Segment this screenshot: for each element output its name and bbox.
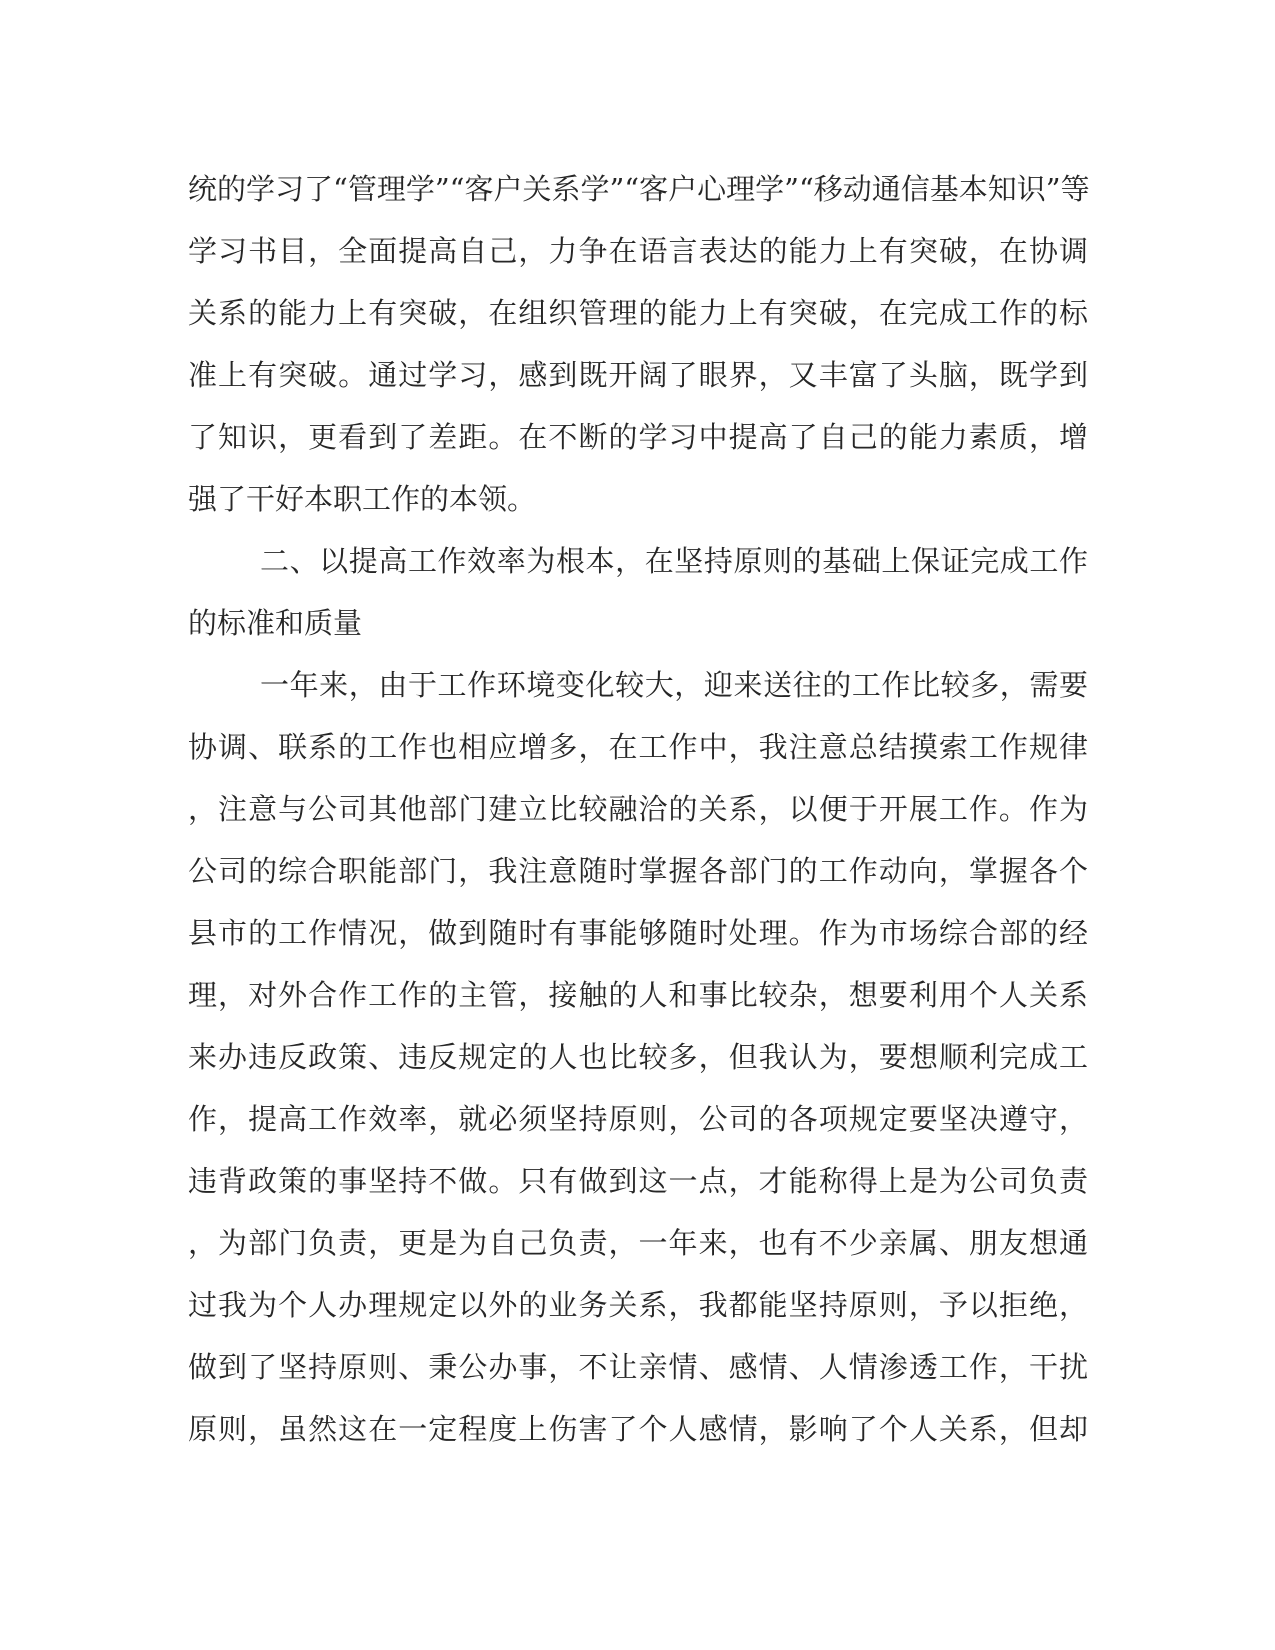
text-line: 原则，虽然这在一定程度上伤害了个人感情，影响了个人关系，但却 (188, 1412, 1088, 1446)
text-line: 强了干好本职工作的本领。 (188, 482, 537, 516)
text-line: 公司的综合职能部门，我注意随时掌握各部门的工作动向，掌握各个 (188, 854, 1088, 888)
text-line: 关系的能力上有突破，在组织管理的能力上有突破，在完成工作的标 (188, 296, 1088, 330)
text-line: ，为部门负责，更是为自己负责，一年来，也有不少亲属、朋友想通 (188, 1226, 1088, 1260)
text-line: 准上有突破。通过学习，感到既开阔了眼界，又丰富了头脑，既学到 (188, 358, 1088, 392)
text-line: 过我为个人办理规定以外的业务关系，我都能坚持原则，予以拒绝， (188, 1288, 1088, 1322)
text-line: 统的学习了“管理学”“客户关系学”“客户心理学”“移动通信基本知识”等 (188, 172, 1090, 206)
text-line: ，注意与公司其他部门建立比较融洽的关系，以便于开展工作。作为 (188, 792, 1088, 826)
section-heading-line: 二、以提高工作效率为根本，在坚持原则的基础上保证完成工作 (260, 544, 1088, 578)
text-line: 学习书目，全面提高自己，力争在语言表达的能力上有突破，在协调 (188, 234, 1088, 268)
text-line: 做到了坚持原则、秉公办事，不让亲情、感情、人情渗透工作，干扰 (188, 1350, 1088, 1384)
text-line: 作，提高工作效率，就必须坚持原则，公司的各项规定要坚决遵守， (188, 1102, 1088, 1136)
section-heading-line: 的标准和质量 (188, 606, 363, 640)
text-line: 协调、联系的工作也相应增多，在工作中，我注意总结摸索工作规律 (188, 730, 1088, 764)
text-line: 了知识，更看到了差距。在不断的学习中提高了自己的能力素质，增 (188, 420, 1088, 454)
text-line: 违背政策的事坚持不做。只有做到这一点，才能称得上是为公司负责 (188, 1164, 1088, 1198)
text-line: 县市的工作情况，做到随时有事能够随时处理。作为市场综合部的经 (188, 916, 1088, 950)
text-line: 来办违反政策、违反规定的人也比较多，但我认为，要想顺利完成工 (188, 1040, 1088, 1074)
text-line: 一年来，由于工作环境变化较大，迎来送往的工作比较多，需要 (260, 668, 1088, 702)
text-line: 理，对外合作工作的主管，接触的人和事比较杂，想要利用个人关系 (188, 978, 1088, 1012)
document-body (188, 158, 1088, 1460)
